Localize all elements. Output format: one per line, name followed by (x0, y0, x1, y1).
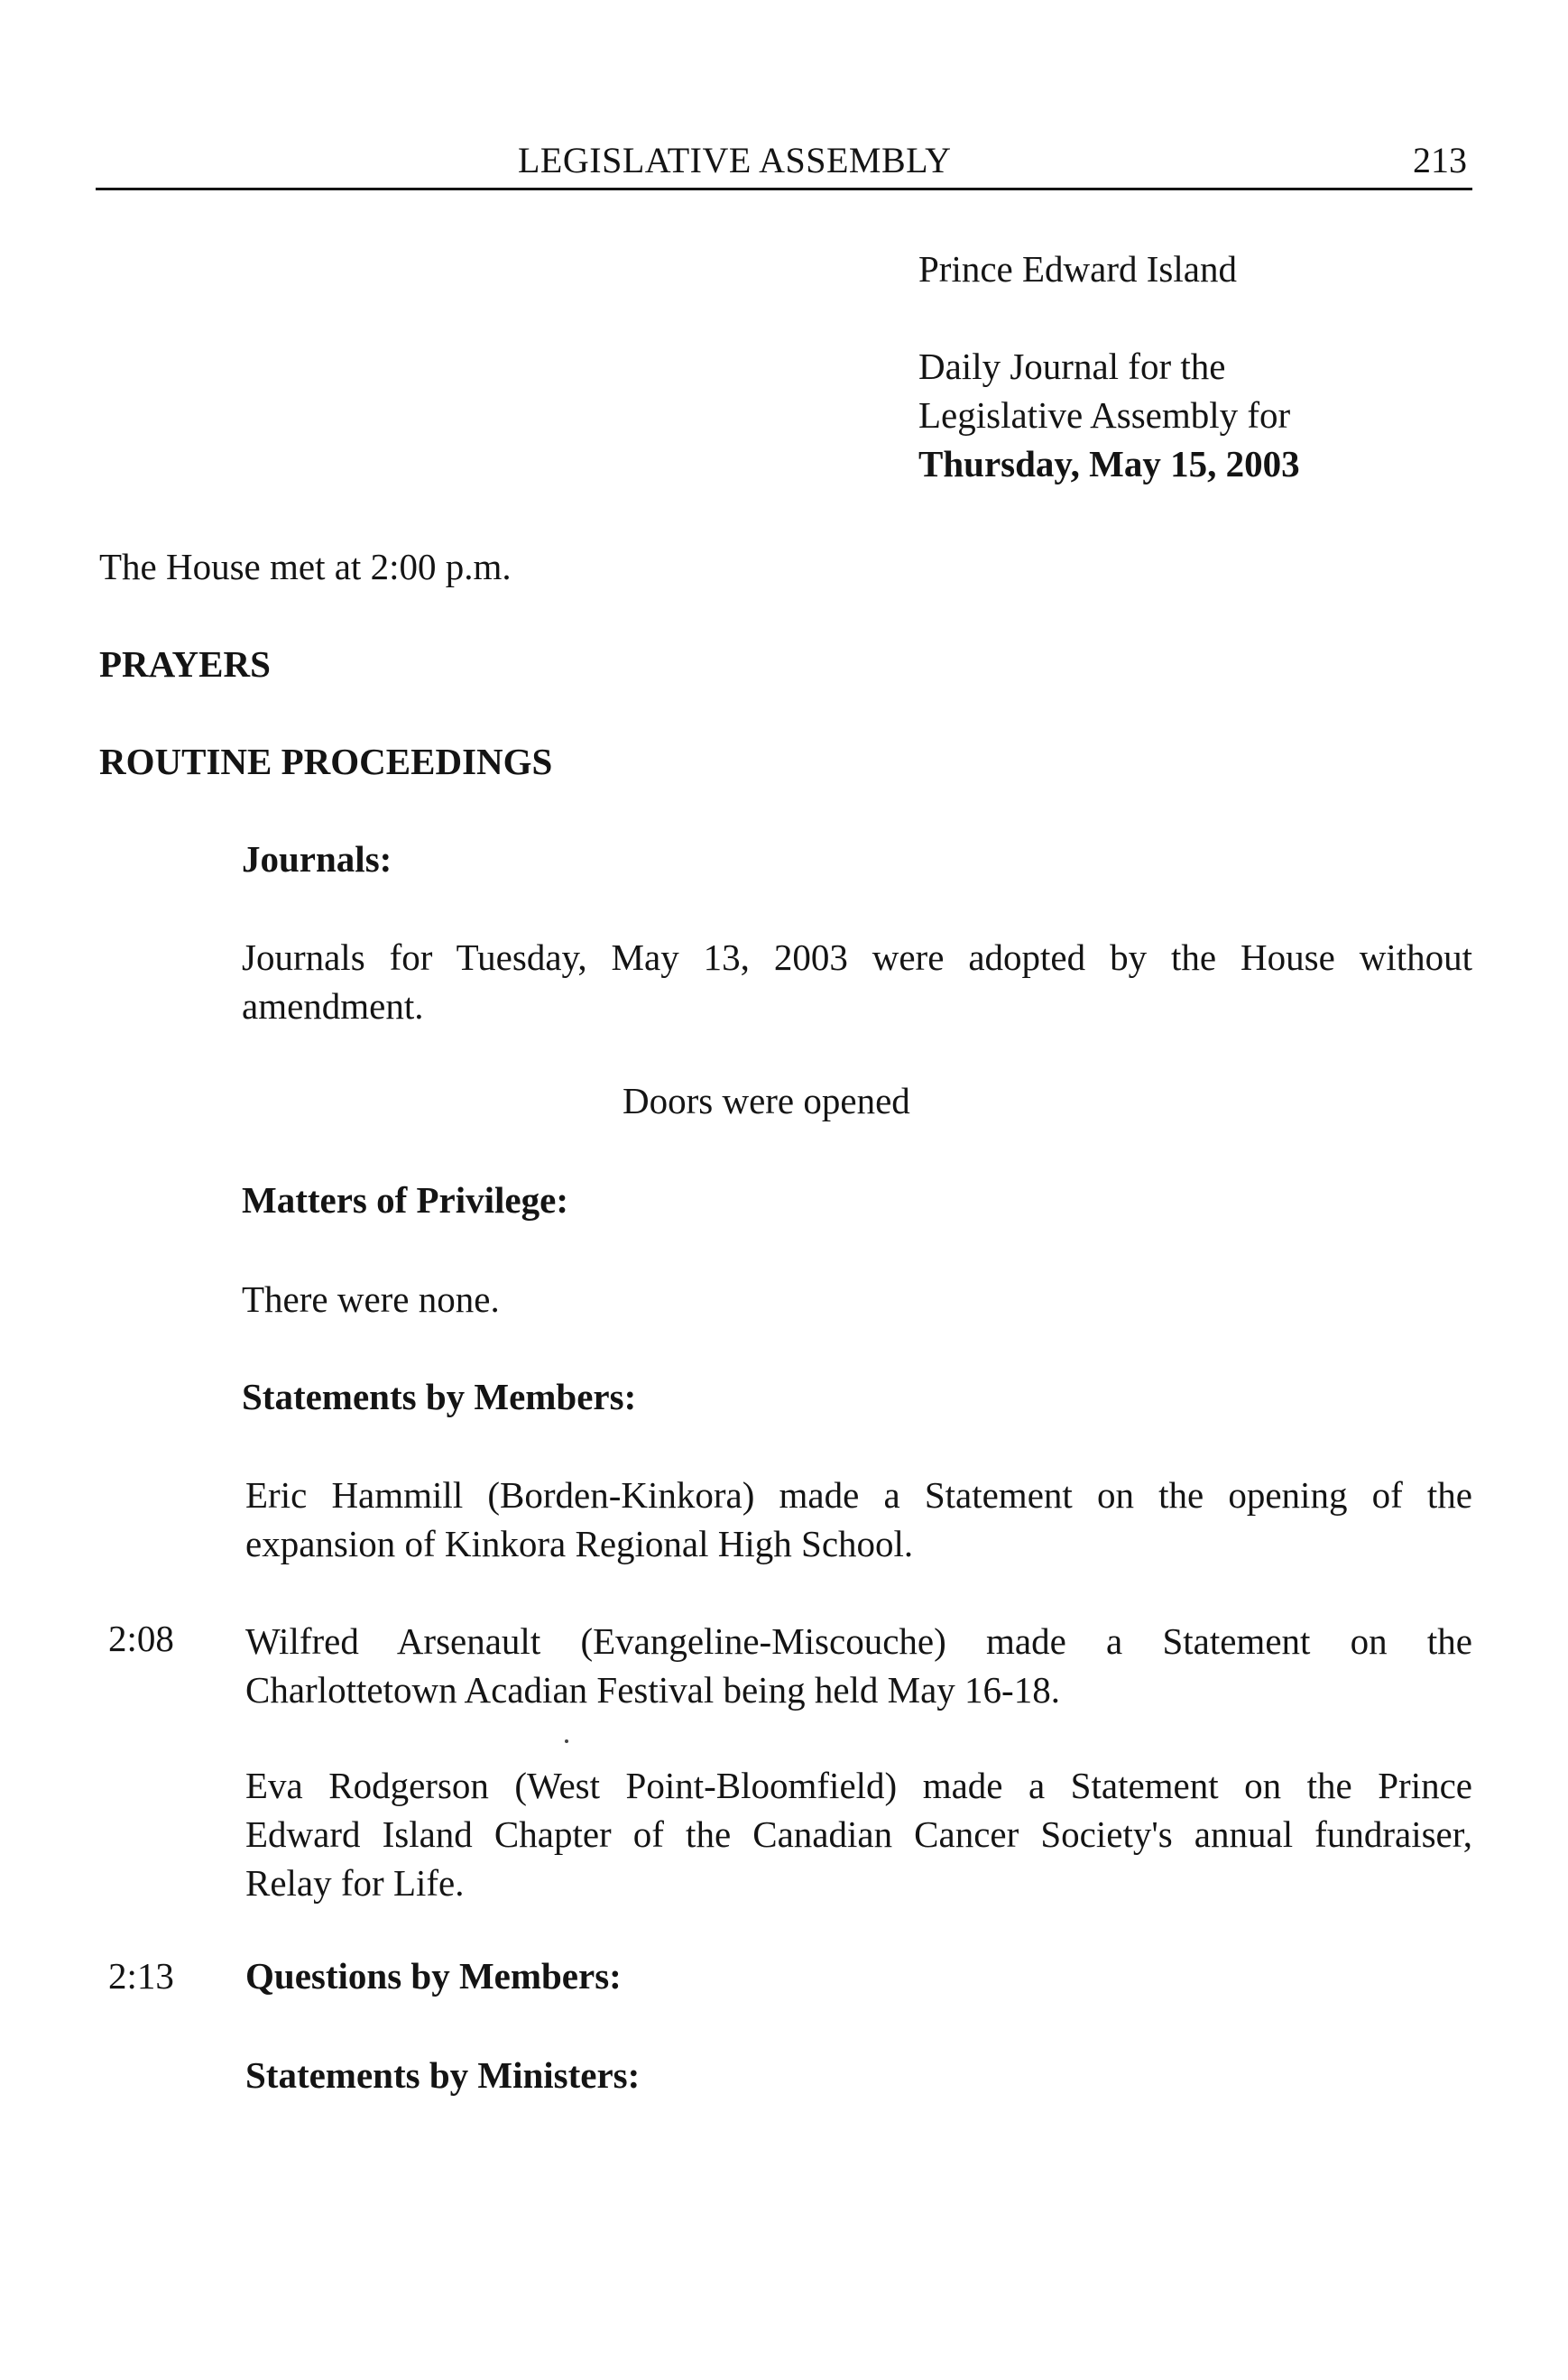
statement-line: Edward Island Chapter of the Canadian Cancer Society's annual fundraiser, (245, 1813, 1472, 1855)
house-met-text: The House met at 2:00 p.m. (99, 546, 512, 587)
masthead-line-2: Legislative Assembly for (918, 394, 1291, 436)
running-header-title: LEGISLATIVE ASSEMBLY (518, 140, 952, 180)
routine-proceedings-heading: ROUTINE PROCEEDINGS (99, 741, 553, 782)
masthead-date: Thursday, May 15, 2003 (918, 443, 1300, 484)
masthead-line-1: Daily Journal for the (918, 346, 1226, 387)
statement-line: Eva Rodgerson (West Point-Bloomfield) made a Statement on the Prince (245, 1765, 1472, 1806)
statement-item (245, 1471, 1472, 1568)
journals-line-2: amendment. (242, 985, 424, 1027)
statements-members-heading: Statements by Members: (242, 1376, 637, 1417)
statement-item (245, 1617, 1472, 1714)
masthead-province: Prince Edward Island (918, 248, 1237, 290)
statement-item (245, 1761, 1472, 1907)
statement-line: Relay for Life. (245, 1862, 465, 1904)
prayers-heading: PRAYERS (99, 643, 271, 685)
privilege-text: There were none. (242, 1278, 500, 1320)
page-number: 213 (1413, 140, 1467, 180)
statements-ministers-heading: Statements by Ministers: (245, 2054, 641, 2096)
privilege-heading: Matters of Privilege: (242, 1179, 568, 1221)
statement-line: Eric Hammill (Borden-Kinkora) made a Statement on the opening of the (245, 1474, 1472, 1516)
timestamp: 2:13 (108, 1955, 174, 1997)
header-rule (96, 188, 1472, 190)
journals-heading: Journals: (242, 838, 392, 880)
questions-heading: Questions by Members: (245, 1955, 622, 1997)
scan-speck (565, 1739, 568, 1743)
statement-line: expansion of Kinkora Regional High School. (245, 1523, 914, 1564)
statement-line: Charlottetown Acadian Festival being held May 16-18. (245, 1669, 1060, 1711)
timestamp: 2:08 (108, 1618, 174, 1659)
journals-line-1: Journals for Tuesday, May 13, 2003 were adopted by the House without (242, 936, 1472, 978)
journals-paragraph (242, 933, 1472, 1030)
statement-line: Wilfred Arsenault (Evangeline-Miscouche) made a Statement on the (245, 1620, 1472, 1662)
doors-opened-note: Doors were opened (623, 1080, 910, 1121)
